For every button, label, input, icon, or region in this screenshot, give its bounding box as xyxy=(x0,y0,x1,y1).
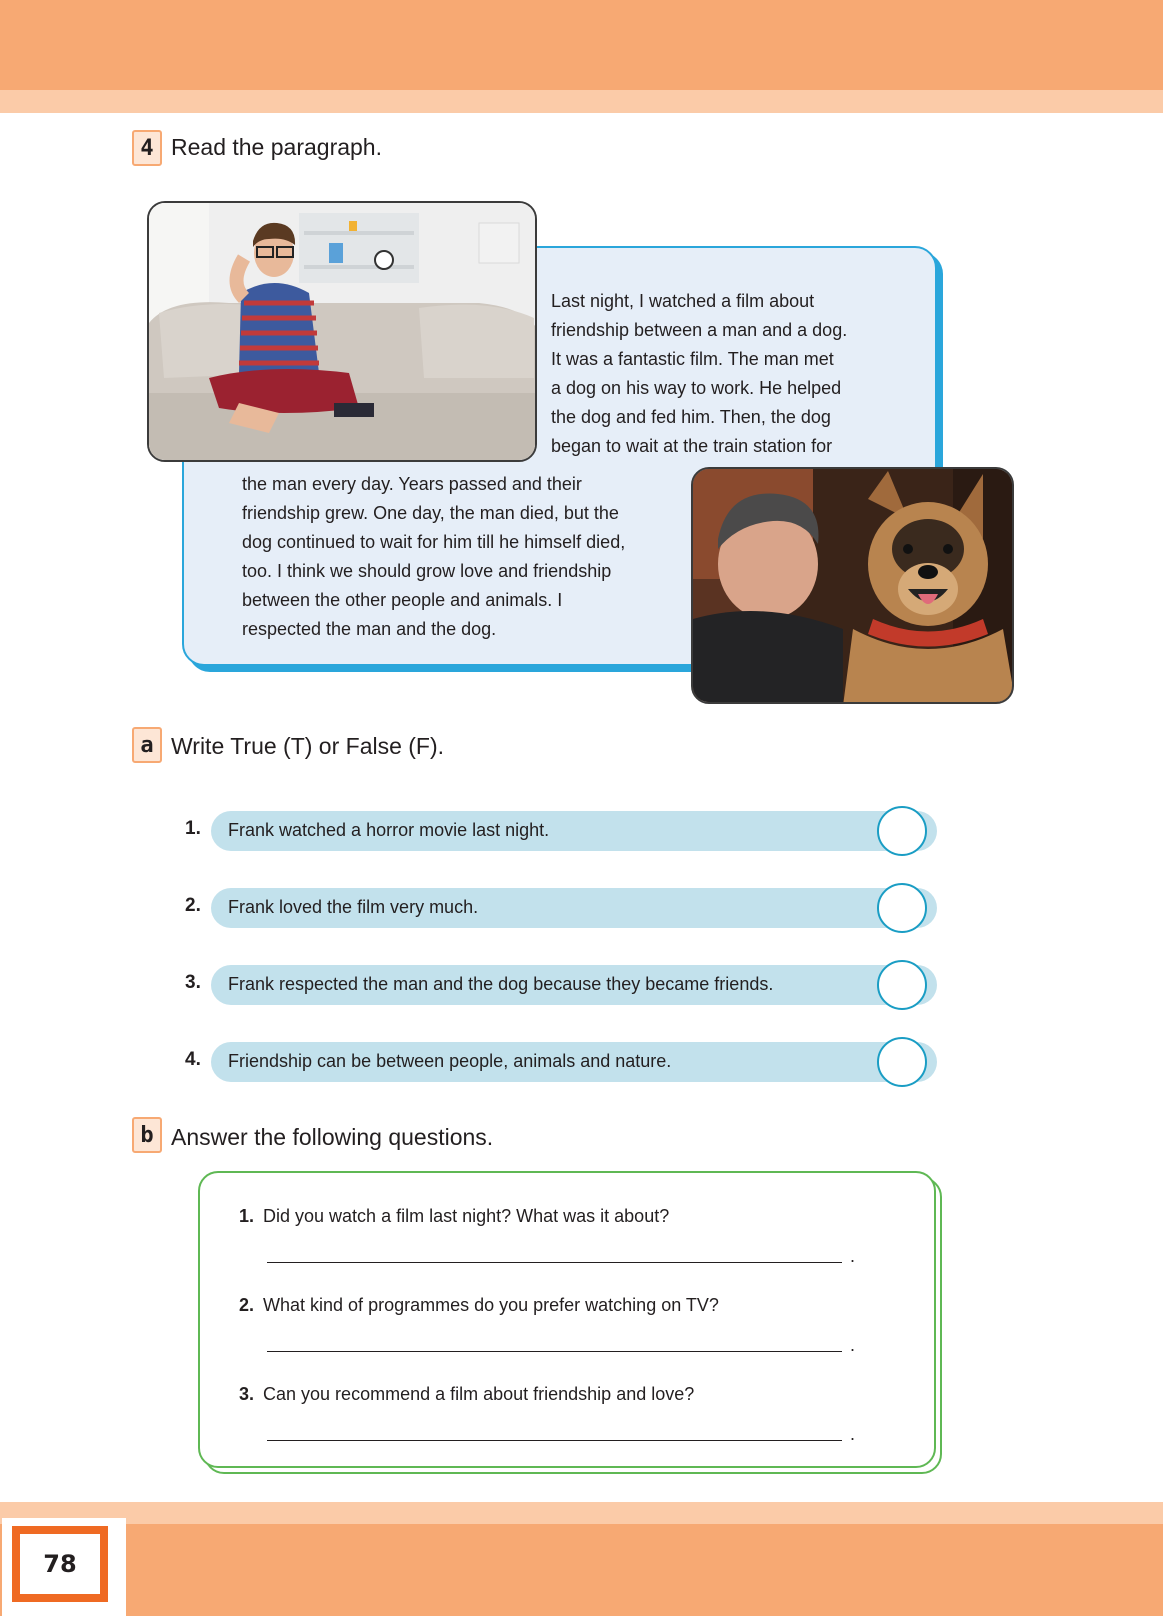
header-band xyxy=(0,0,1163,90)
true-false-item xyxy=(185,887,935,927)
item-number: 1. xyxy=(185,818,201,839)
answer-line[interactable] xyxy=(267,1424,856,1446)
boy-on-sofa-photo xyxy=(147,201,537,462)
answer-line[interactable] xyxy=(267,1335,856,1357)
page-number: 78 xyxy=(12,1526,108,1602)
question-text: Did you watch a film last night? What was it about? xyxy=(263,1206,670,1226)
man-and-dog-photo xyxy=(691,467,1014,704)
true-false-item xyxy=(185,964,935,1004)
statement-text: Frank loved the film very much. xyxy=(228,897,479,917)
true-false-item xyxy=(185,810,935,850)
paragraph-bottom xyxy=(242,470,625,644)
answer-period: . xyxy=(850,1246,856,1266)
paragraph-line: dog continued to wait for him till he himself died, xyxy=(242,532,626,552)
answer-circle[interactable] xyxy=(877,883,927,933)
question-text: Can you recommend a film about friendship and love? xyxy=(263,1384,695,1404)
paragraph-line: It was a fantastic film. The man met xyxy=(551,349,834,369)
paragraph-line: began to wait at the train station for xyxy=(551,436,833,456)
paragraph-line: the dog and fed him. Then, the dog xyxy=(551,407,831,427)
paragraph-line: a dog on his way to work. He helped xyxy=(551,378,842,398)
paragraph-line: friendship grew. One day, the man died, but the xyxy=(242,503,619,523)
exercise-number-badge: 4 xyxy=(132,130,162,166)
answer-period: . xyxy=(850,1335,856,1355)
part-b-badge: b xyxy=(132,1117,162,1153)
item-number: 4. xyxy=(185,1049,201,1070)
question-number: 2. xyxy=(239,1295,255,1315)
part-b-instruction: Answer the following questions. xyxy=(171,1124,494,1150)
part-a-instruction: Write True (T) or False (F). xyxy=(171,733,445,759)
exercise-instruction: Read the paragraph. xyxy=(171,134,382,160)
paragraph-line: friendship between a man and a dog. xyxy=(551,320,848,340)
question-number: 1. xyxy=(239,1206,255,1226)
statement-text: Friendship can be between people, animals and nature. xyxy=(228,1051,672,1071)
answer-circle[interactable] xyxy=(877,960,927,1010)
statement-text: Frank watched a horror movie last night. xyxy=(228,820,550,840)
statement-pill xyxy=(211,811,937,851)
statement-pill xyxy=(211,888,937,928)
item-number: 3. xyxy=(185,972,201,993)
true-false-item xyxy=(185,1041,935,1081)
question xyxy=(239,1295,719,1316)
statement-pill xyxy=(211,1042,937,1082)
paragraph-line: too. I think we should grow love and friendship xyxy=(242,561,612,581)
statement-text: Frank respected the man and the dog because they became friends. xyxy=(228,974,774,994)
answer-circle[interactable] xyxy=(877,1037,927,1087)
header-band-light xyxy=(0,90,1163,113)
answer-period: . xyxy=(850,1424,856,1444)
paragraph-line: the man every day. Years passed and their xyxy=(242,474,582,494)
question-number: 3. xyxy=(239,1384,255,1404)
paragraph-line: Last night, I watched a film about xyxy=(551,291,815,311)
question xyxy=(239,1384,694,1405)
paragraph-line: between the other people and animals. I xyxy=(242,590,563,610)
footer-band xyxy=(0,1524,1163,1616)
paragraph-line: respected the man and the dog. xyxy=(242,619,497,639)
paragraph-top xyxy=(551,287,847,461)
part-a-badge: a xyxy=(132,727,162,763)
footer-band-light xyxy=(0,1502,1163,1524)
answer-circle[interactable] xyxy=(877,806,927,856)
answer-line[interactable] xyxy=(267,1246,856,1268)
question xyxy=(239,1206,669,1227)
question-text: What kind of programmes do you prefer watching on TV? xyxy=(263,1295,719,1315)
statement-pill xyxy=(211,965,937,1005)
item-number: 2. xyxy=(185,895,201,916)
page-number-box xyxy=(2,1518,126,1616)
